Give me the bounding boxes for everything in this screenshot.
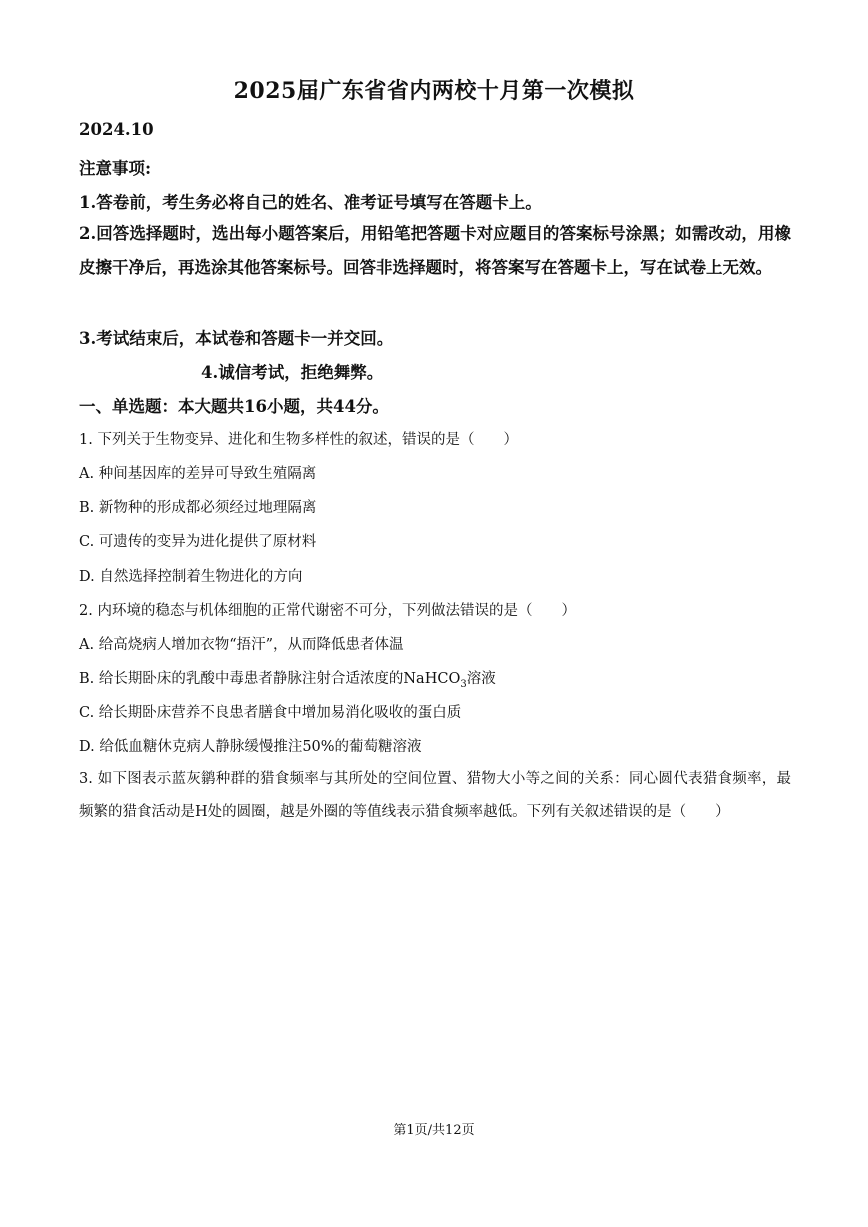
notice-item-1: 1.答卷前，考生务必将自己的姓名、准考证号填写在答题卡上。 <box>79 193 542 212</box>
question-3-stem: 3. 如下图表示蓝灰鹟种群的猎食频率与其所处的空间位置、猎物大小等之间的关系：同心圆代表猎食频率，最频繁的猎食活动是H处的圆圈，越是外圈的等值线表示猎食频率越低。下列有关叙述错误的是（ ） <box>79 771 791 820</box>
option-b-text: B. 给长期卧床的乳酸中毒患者静脉注射合适浓度的NaHCO <box>79 671 461 687</box>
question-2-option-d: D. 给低血糖休克病人静脉缓慢推注50%的葡萄糖溶液 <box>79 739 422 755</box>
notice-item-3: 3.考试结束后，本试卷和答题卡一并交回。 <box>79 329 394 348</box>
question-1-option-b: B. 新物种的形成都必须经过地理隔离 <box>79 500 317 516</box>
question-1-option-c: C. 可遗传的变异为进化提供了原材料 <box>79 534 317 550</box>
page-footer: 第1页/共12页 <box>393 1123 475 1138</box>
subscript-3: 3 <box>460 678 467 690</box>
notice-item-4: 4.诚信考试，拒绝舞弊。 <box>201 363 384 382</box>
section-heading: 一、单选题：本大题共16小题，共44分。 <box>79 397 389 416</box>
question-1-option-d: D. 自然选择控制着生物进化的方向 <box>79 569 303 585</box>
page-title: 2025届广东省省内两校十月第一次模拟 <box>233 78 635 104</box>
question-2-option-c: C. 给长期卧床营养不良患者膳食中增加易消化吸收的蛋白质 <box>79 705 462 721</box>
notice-heading: 注意事项: <box>79 159 152 178</box>
notice-item-2: 2.回答选择题时，选出每小题答案后，用铅笔把答题卡对应题目的答案标号涂黑；如需改动，用橡皮擦干净后，再选涂其他答案标号。回答非选择题时，将答案写在答题卡上，写在试卷上无效。 <box>79 224 791 277</box>
question-2-option-b <box>79 667 496 688</box>
question-1-option-a: A. 种间基因库的差异可导致生殖隔离 <box>79 466 317 482</box>
question-2-stem: 2. 内环境的稳态与机体细胞的正常代谢密不可分，下列做法错误的是（ ） <box>79 603 576 619</box>
question-1-stem: 1. 下列关于生物变异、进化和生物多样性的叙述，错误的是（ ） <box>79 432 518 448</box>
question-2-option-a: A. 给高烧病人增加衣物“捂汗”，从而降低患者体温 <box>79 637 404 653</box>
exam-date: 2024.10 <box>79 120 154 139</box>
option-b-suffix: 溶液 <box>466 671 496 687</box>
